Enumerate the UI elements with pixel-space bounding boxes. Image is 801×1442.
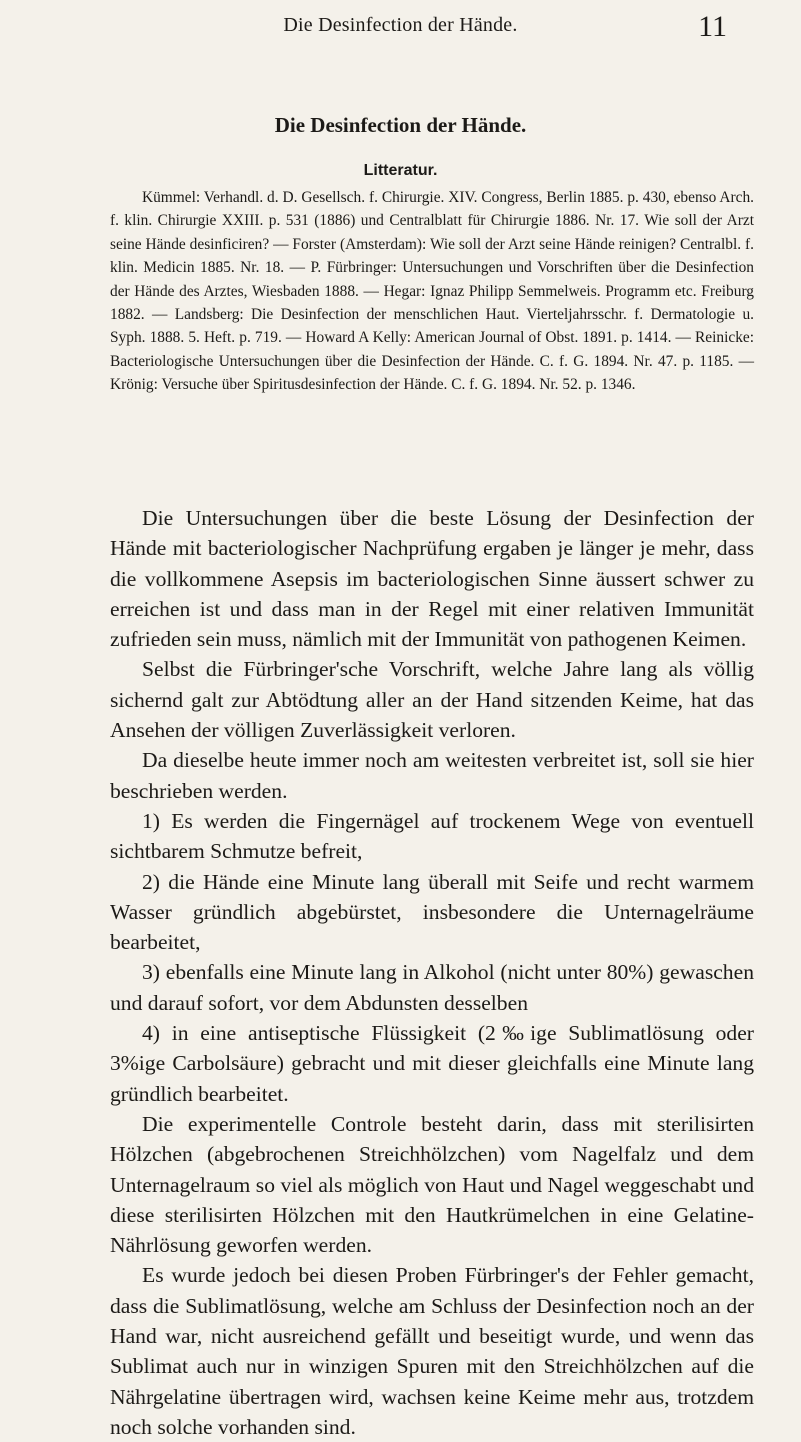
step-2: 2) die Hände eine Minute lang überall mit Seife und recht warmem Wasser gründlich abgebürstet, insbesondere die Unternagelräume bearbeitet, [110, 869, 754, 955]
body-text [110, 503, 754, 1442]
running-head-title: Die Desinfection der Hände. [283, 14, 518, 36]
paragraph-description: Da dieselbe heute immer noch am weitesten verbreitet ist, soll sie hier beschrieben werden. [110, 748, 754, 803]
paragraph-intro: Die Untersuchungen über die beste Lösung der Desinfection der Hände mit bacteriologischer Nachprüfung ergaben je länger je mehr, dass die vollkommene Asepsis im bacteriologischen Sinne äussert schwer zu erreichen ist und dass man in der Regel mit einer relativen Immunität zufrieden sein muss, nämlich mit der Immunität von pathogenen Keimen. [110, 506, 754, 652]
paragraph-error: Es wurde jedoch bei diesen Proben Fürbringer's der Fehler gemacht, dass die Sublimatlösung, welche am Schluss der Desinfection noch an der Hand war, nicht ausreichend gefällt und beseitigt wurde, und wenn das Sublimat auch nur in winzigen Spuren mit den Streichhölzchen auf die Nährgelatine übertragen wird, wachsen keine Keime mehr aus, trotzdem noch solche vorhanden sind. [110, 1263, 754, 1439]
literature-references: Kümmel: Verhandl. d. D. Gesellsch. f. Chirurgie. XIV. Congress, Berlin 1885. p. 430, ebenso Arch. f. klin. Chirurgie XXIII. p. 531 (1886) und Centralblatt für Chirurgie 1886. Nr. 17. Wie soll der Arzt seine Hände desinficiren? — Forster (Amsterdam): Wie soll der Arzt seine Hände reinigen? Centralbl. f. klin. Medicin 1885. Nr. 18. — P. Fürbringer: Untersuchungen und Vorschriften über die Desinfection der Hände des Arztes, Wiesbaden 1888. — Hegar: Ignaz Philipp Semmelweis. Programm etc. Freiburg 1882. — Landsberg: Die Desinfection der menschlichen Haut. Vierteljahrsschr. f. Dermatologie u. Syph. 1888. 5. Heft. p. 719. — Howard A Kelly: American Journal of Obst. 1891. p. 1414. — Reinicke: Bacteriologische Untersuchungen über die Desinfection der Hände. C. f. G. 1894. Nr. 47. p. 1185. — Krönig: Versuche über Spiritusdesinfection der Hände. C. f. G. 1894. Nr. 52. p. 1346. [110, 189, 754, 394]
step-4: 4) in eine antiseptische Flüssigkeit (2‰ige Sublimatlösung oder 3%ige Carbolsäure) gebracht und mit dieser gleichfalls eine Minute lang gründlich bearbeitet. [110, 1021, 754, 1106]
paragraph-control: Die experimentelle Controle besteht darin, dass mit sterilisirten Hölzchen (abgebrochenen Streichhölzchen) vom Nagelfalz und dem Unternagelraum so viel als möglich von Haut und Nagel weggeschabt und diese sterilisirten Hölzchen mit den Hautkrümelchen in eine Gelatine-Nährlösung geworfen werden. [110, 1111, 754, 1258]
paragraph-fuerbringer: Selbst die Fürbringer'sche Vorschrift, welche Jahre lang als völlig sichernd galt zur Abtödtung aller an der Hand sitzenden Keime, hat das Ansehen der völligen Zuverlässigkeit verloren. [110, 657, 754, 743]
step-3: 3) ebenfalls eine Minute lang in Alkohol (nicht unter 80%) gewaschen und darauf sofort, vor dem Abdunsten desselben [110, 960, 754, 1015]
section-title: Die Desinfection der Hände. [274, 113, 527, 137]
step-1: 1) Es werden die Fingernägel auf trockenem Wege von eventuell sichtbarem Schmutze befreit, [110, 808, 754, 864]
page-number: 11 [698, 10, 727, 43]
literature-heading: Litteratur. [363, 162, 438, 179]
running-head [60, 10, 741, 50]
